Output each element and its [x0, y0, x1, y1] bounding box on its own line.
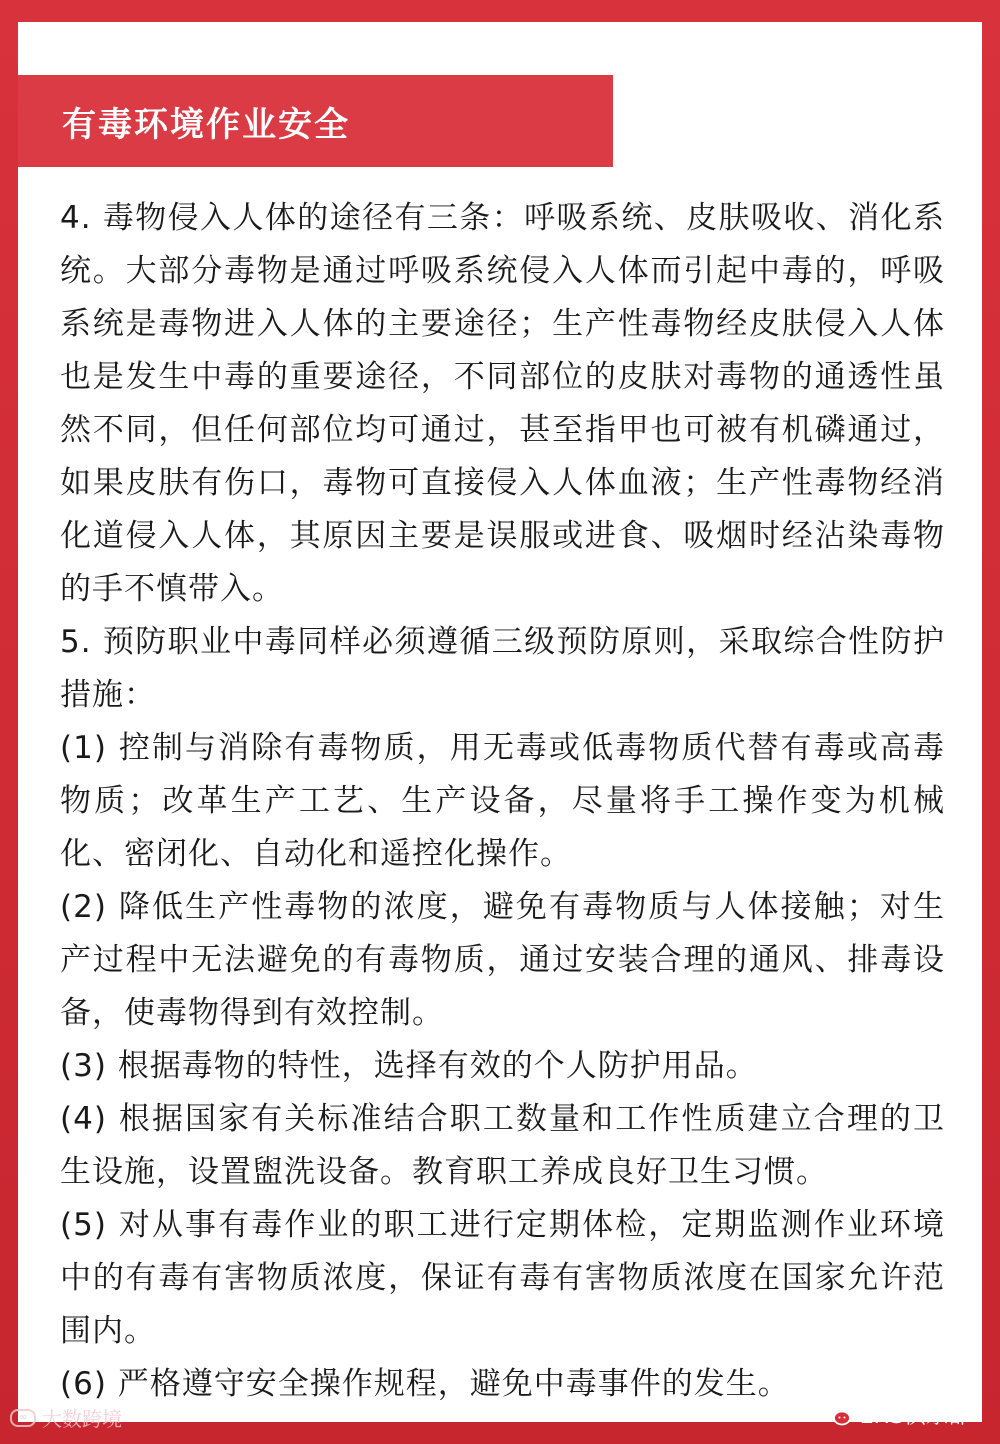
paragraph-5: 5. 预防职业中毒同样必须遵循三级预防原则，采取综合性防护措施： — [60, 624, 945, 713]
measure-6: (6) 严格遵守安全操作规程，避免中毒事件的发生。 — [60, 1366, 790, 1402]
page-title: 有毒环境作业安全 — [62, 104, 350, 145]
measure-1: (1) 控制与消除有毒物质，用无毒或低毒物质代替有毒或高毒物质；改革生产工艺、生产设备，尽量将手工操作变为机械化、密闭化、自动化和遥控化操作。 — [60, 730, 945, 872]
source-watermark — [824, 1399, 970, 1430]
measure-3: (3) 根据毒物的特性，选择有效的个人防护用品。 — [60, 1048, 758, 1084]
title-banner — [18, 75, 613, 167]
paragraph-4: 4. 毒物侵入人体的途径有三条：呼吸系统、皮肤吸收、消化系统。大部分毒物是通过呼吸系统侵入人体而引起中毒的，呼吸系统是毒物进入人体的主要途径；生产性毒物经皮肤侵入人体也是发生中毒的重要途径，不同部位的皮肤对毒物的通透性虽然不同，但任何部位均可通过，甚至指甲也可被有机磷通过，如果皮肤有伤口，毒物可直接侵入人体血液；生产性毒物经消化道侵入人体，其原因主要是误服或进食、吸烟时经沾染毒物的手不慎带入。 — [60, 200, 945, 607]
watermark-text: EHS俱乐部 — [859, 1404, 970, 1429]
cc-logo-icon: ∞ — [10, 1409, 36, 1427]
measure-4: (4) 根据国家有关标准结合职工数量和工作性质建立合理的卫生设施，设置盥洗设备。教育职工养成良好卫生习惯。 — [60, 1101, 945, 1190]
measure-5: (5) 对从事有毒作业的职工进行定期体检，定期监测作业环境中的有毒有害物质浓度，保证有毒有害物质浓度在国家允许范围内。 — [60, 1207, 945, 1349]
article-body — [60, 192, 945, 1411]
measure-2: (2) 降低生产性毒物的浓度，避免有毒物质与人体接触；对生产过程中无法避免的有毒物质，通过安装合理的通风、排毒设备，使毒物得到有效控制。 — [60, 889, 945, 1031]
corner-watermark-text: 大数跨境 — [42, 1407, 122, 1431]
wechat-icon — [824, 1403, 852, 1427]
corner-watermark — [10, 1403, 122, 1432]
